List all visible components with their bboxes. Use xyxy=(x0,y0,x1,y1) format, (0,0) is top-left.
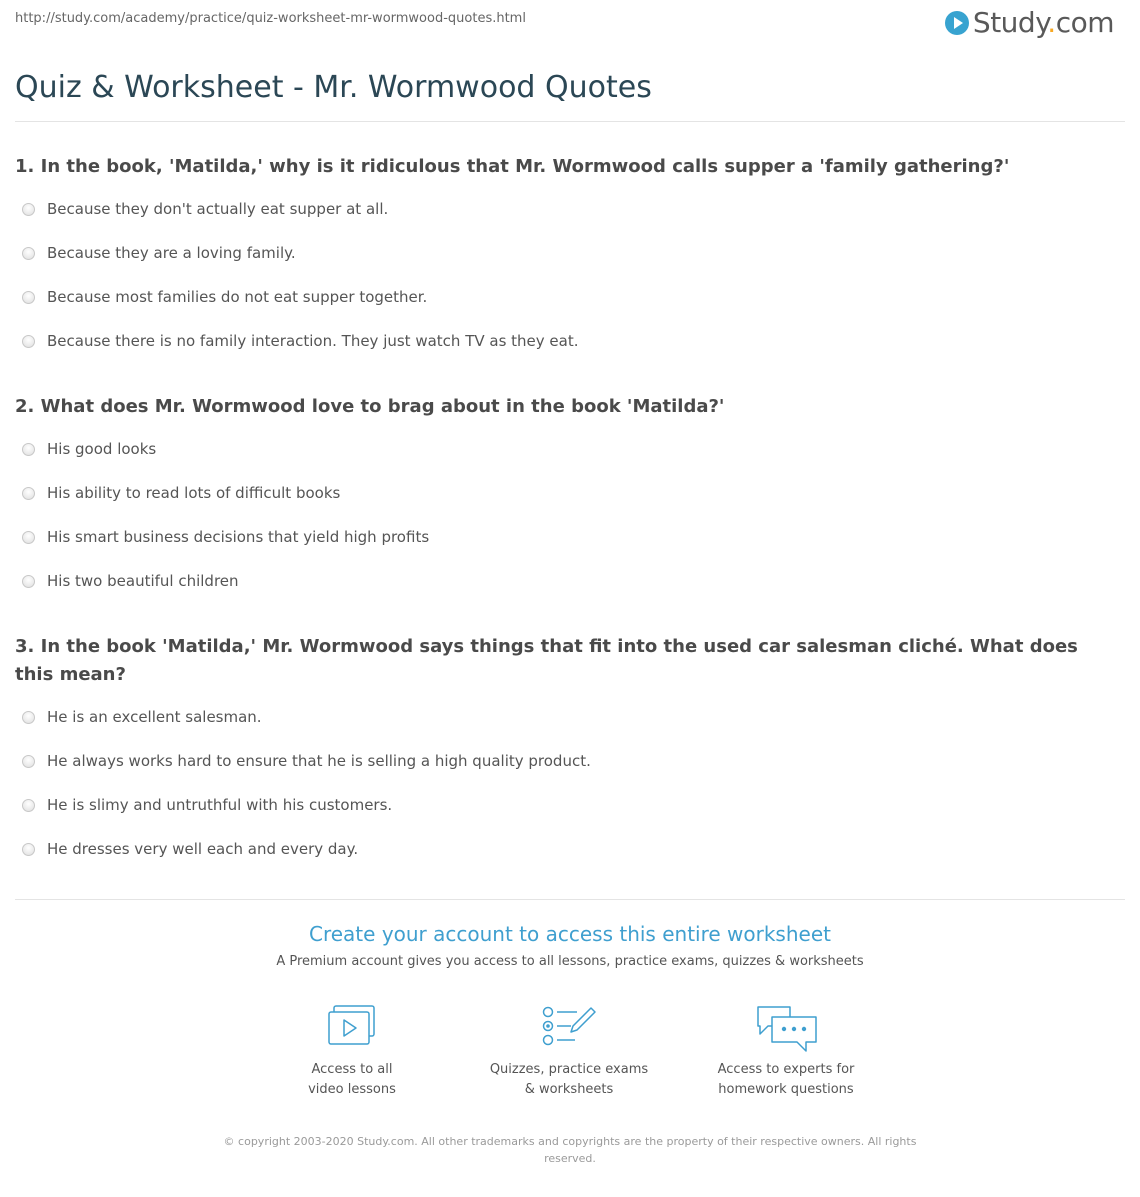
radio-button[interactable] xyxy=(22,755,35,768)
answer-option[interactable] xyxy=(22,840,358,858)
answer-option[interactable] xyxy=(22,244,296,262)
radio-button[interactable] xyxy=(22,843,35,856)
chat-bubbles-icon xyxy=(754,1004,818,1054)
option-label: His smart business decisions that yield high profits xyxy=(47,528,430,546)
cta-subtitle: A Premium account gives you access to all lessons, practice exams, quizzes & worksheets xyxy=(276,954,864,969)
answer-option[interactable] xyxy=(22,440,156,458)
radio-button[interactable] xyxy=(22,711,35,724)
question-2: 2. What does Mr. Wormwood love to brag about in the book 'Matilda?' xyxy=(15,396,725,417)
radio-button[interactable] xyxy=(22,247,35,260)
option-label: He dresses very well each and every day. xyxy=(47,840,359,858)
question-3: 3. In the book 'Matilda,' Mr. Wormwood says things that fit into the used car salesman cliché. What does this mean? xyxy=(15,636,1078,685)
feature-line-1: Quizzes, practice exams xyxy=(489,1062,649,1077)
feature-line-2: homework questions xyxy=(718,1082,854,1097)
page-title: Quiz & Worksheet - Mr. Wormwood Quotes xyxy=(15,70,652,105)
question-1: 1. In the book, 'Matilda,' why is it ridiculous that Mr. Wormwood calls supper a 'family gathering?' xyxy=(15,156,1010,177)
radio-button[interactable] xyxy=(22,203,35,216)
radio-button[interactable] xyxy=(22,487,35,500)
study-logo[interactable] xyxy=(945,6,1114,39)
option-label: He is slimy and untruthful with his customers. xyxy=(47,796,393,814)
answer-option[interactable] xyxy=(22,484,340,502)
option-label: He always works hard to ensure that he is selling a high quality product. xyxy=(47,752,591,770)
answer-option[interactable] xyxy=(22,796,392,814)
feature-experts xyxy=(696,1004,876,1100)
divider xyxy=(15,899,1125,900)
answer-option[interactable] xyxy=(22,200,388,218)
play-icon xyxy=(945,11,969,35)
answer-option[interactable] xyxy=(22,752,591,770)
option-label: Because there is no family interaction. They just watch TV as they eat. xyxy=(47,332,579,350)
answer-option[interactable] xyxy=(22,708,262,726)
option-label: He is an excellent salesman. xyxy=(47,708,262,726)
feature-line-2: video lessons xyxy=(308,1082,396,1097)
option-label: His good looks xyxy=(47,440,157,458)
quiz-checklist-icon xyxy=(541,1004,597,1048)
feature-quizzes xyxy=(479,1004,659,1100)
option-label: His two beautiful children xyxy=(47,572,239,590)
logo-text: Study.com xyxy=(972,6,1114,39)
feature-line-1: Access to experts for xyxy=(717,1062,855,1077)
copyright-notice xyxy=(210,1133,930,1167)
option-label: His ability to read lots of difficult books xyxy=(47,484,341,502)
divider xyxy=(15,121,1125,122)
radio-button[interactable] xyxy=(22,291,35,304)
feature-line-1: Access to all xyxy=(311,1062,393,1077)
feature-line-2: & worksheets xyxy=(524,1082,614,1097)
radio-button[interactable] xyxy=(22,799,35,812)
radio-button[interactable] xyxy=(22,575,35,588)
answer-option[interactable] xyxy=(22,288,427,306)
answer-option[interactable] xyxy=(22,572,239,590)
option-label: Because they don't actually eat supper at all. xyxy=(47,200,389,218)
copyright-line-2: reserved. xyxy=(544,1152,596,1165)
create-account-link[interactable]: Create your account to access this entire worksheet xyxy=(309,922,831,946)
radio-button[interactable] xyxy=(22,443,35,456)
video-lessons-icon xyxy=(326,1004,378,1048)
copyright-line-1: © copyright 2003-2020 Study.com. All other trademarks and copyrights are the property of their respective owners. All rights xyxy=(223,1135,917,1148)
option-label: Because they are a loving family. xyxy=(47,244,296,262)
radio-button[interactable] xyxy=(22,335,35,348)
feature-video-lessons xyxy=(262,1004,442,1100)
page-url: http://study.com/academy/practice/quiz-worksheet-mr-wormwood-quotes.html xyxy=(15,11,526,26)
answer-option[interactable] xyxy=(22,528,429,546)
radio-button[interactable] xyxy=(22,531,35,544)
option-label: Because most families do not eat supper together. xyxy=(47,288,428,306)
answer-option[interactable] xyxy=(22,332,579,350)
